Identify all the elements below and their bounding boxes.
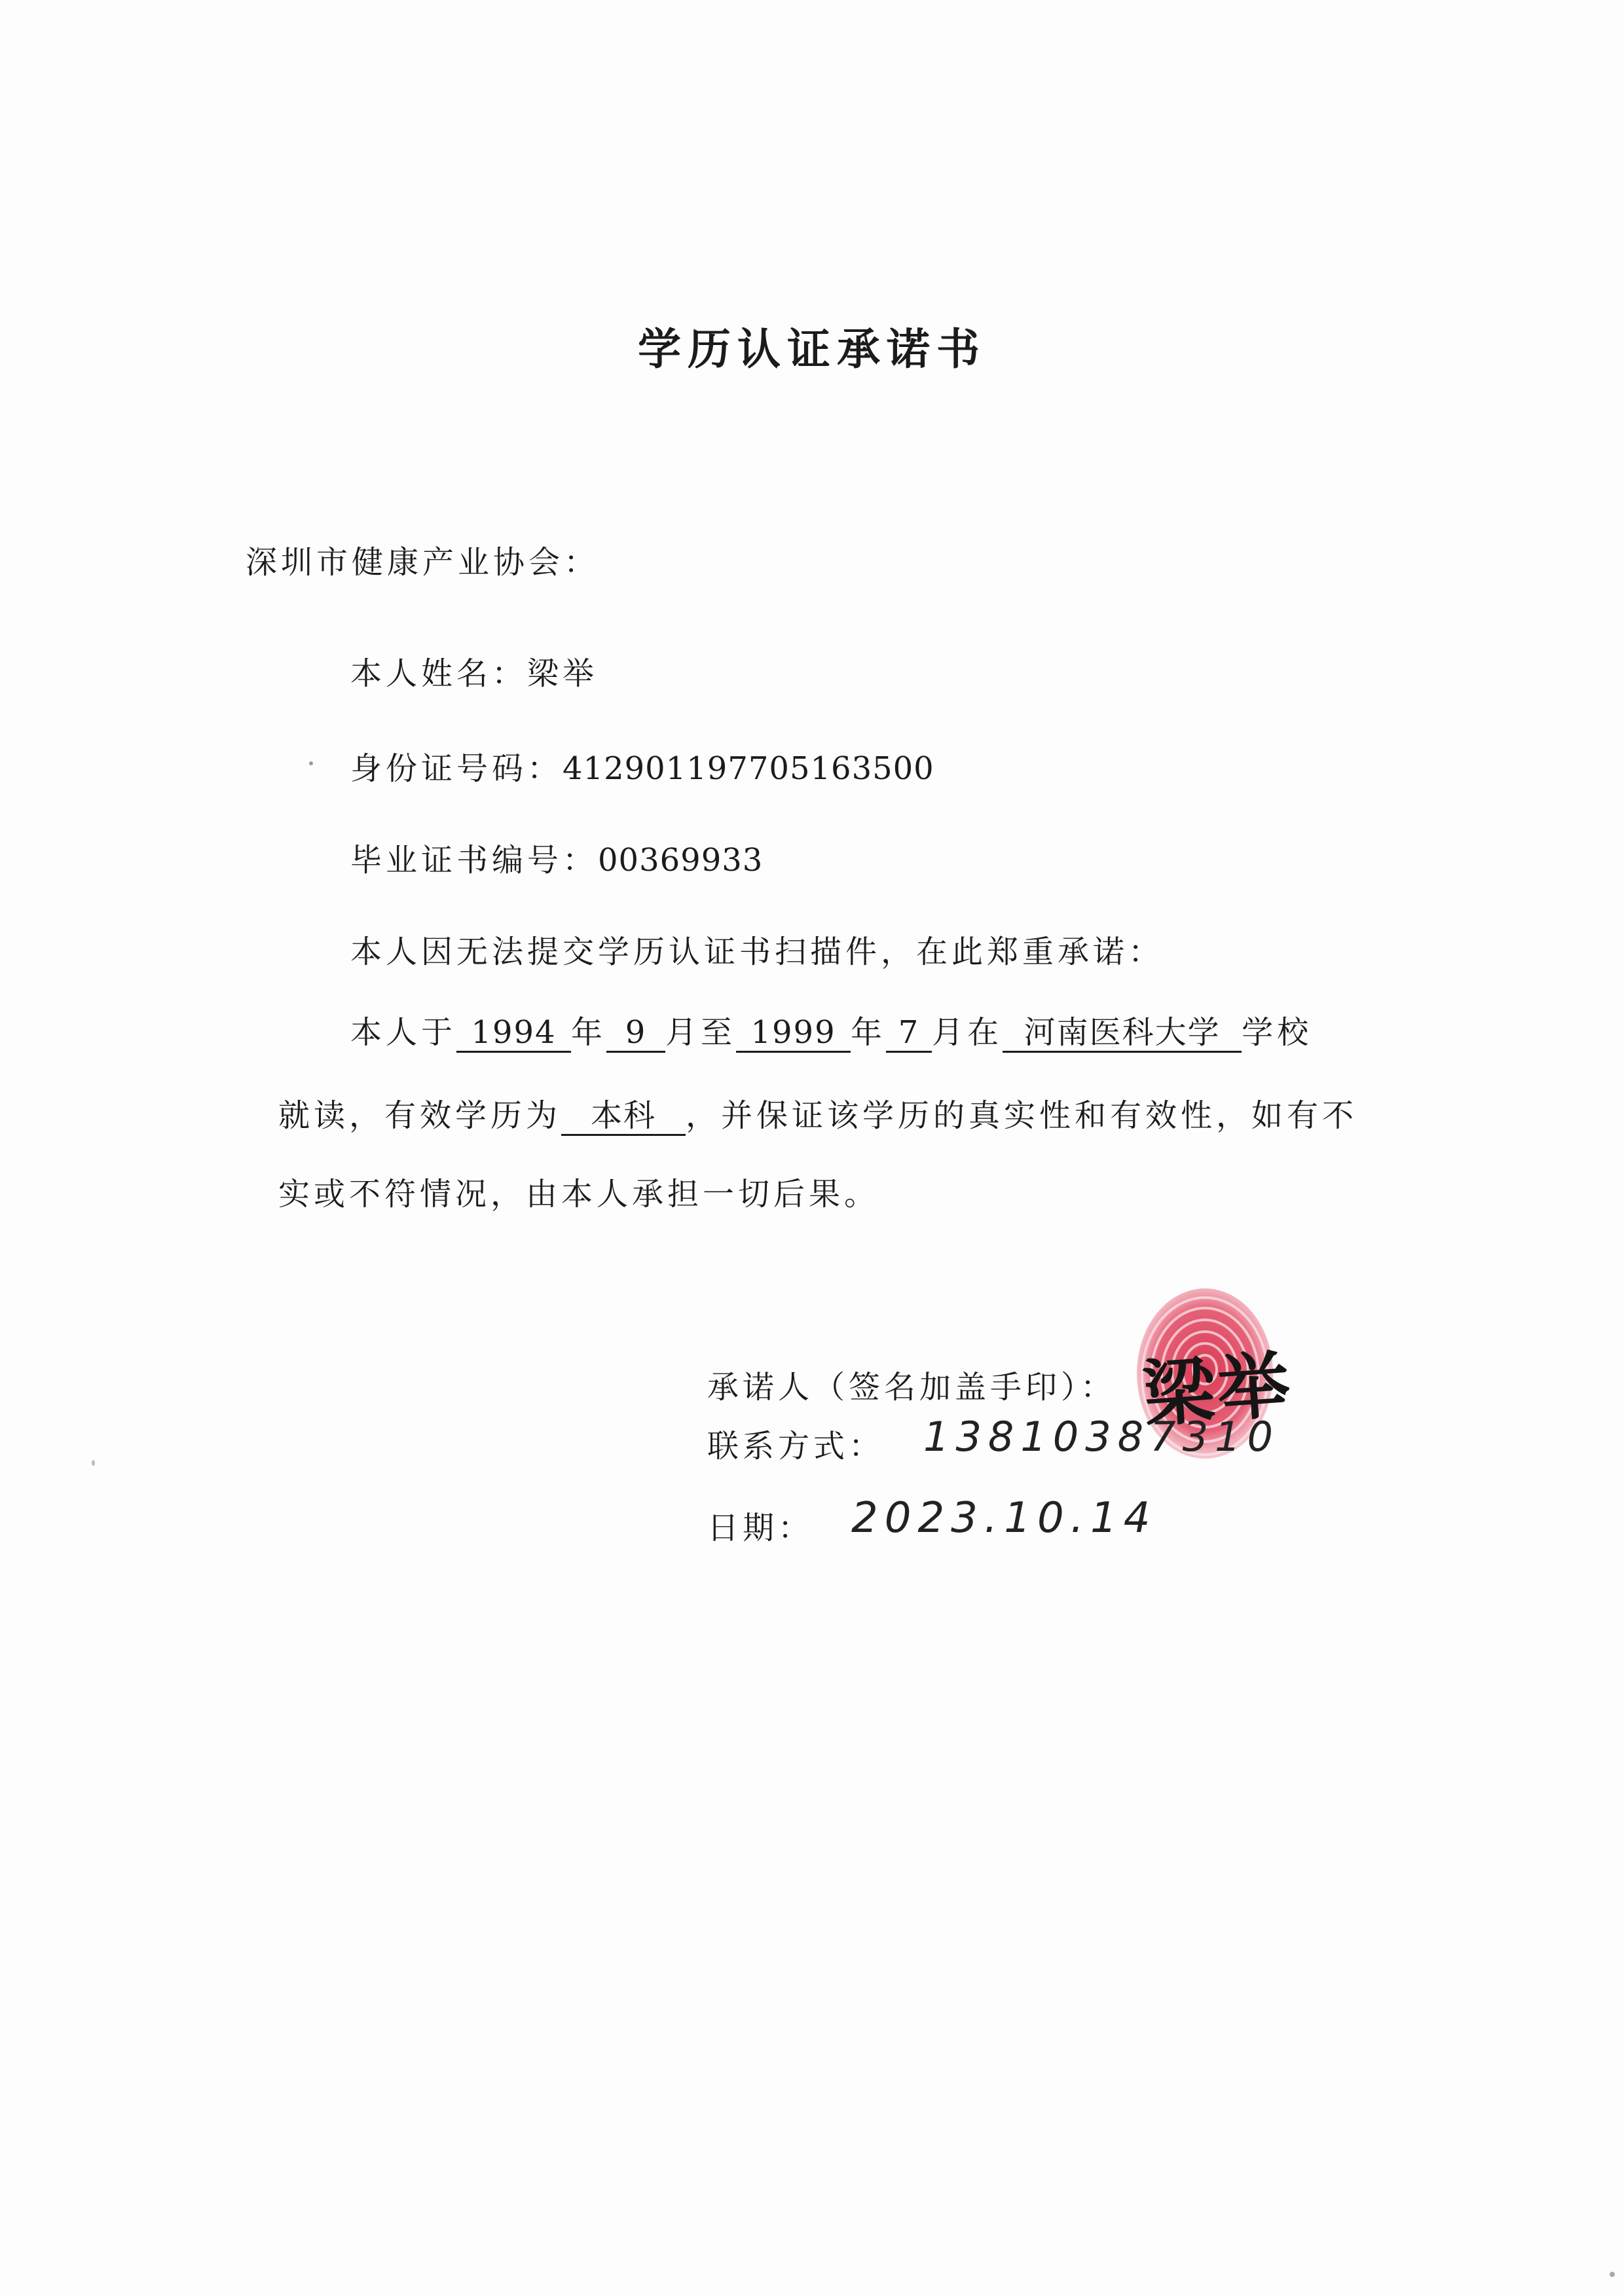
scan-speck [1610, 2272, 1615, 2277]
start-month-field: 9 [606, 1015, 665, 1053]
contact-value: 13810387310 [923, 1413, 1280, 1461]
name-row [350, 648, 598, 693]
end-month-field: 7 [886, 1015, 932, 1053]
cert-row [350, 835, 763, 880]
id-label: 身份证号码： [350, 750, 563, 787]
date-label: 日期： [707, 1510, 814, 1546]
clause-line2-prefix: 就读，有效学历为 [278, 1097, 562, 1134]
statement-intro: 本人因无法提交学历认证书扫描件，在此郑重承诺： [350, 934, 1164, 970]
year-word-1: 年 [571, 1014, 607, 1051]
name-value: 梁举 [527, 655, 599, 692]
cert-value: 00369933 [598, 842, 764, 879]
document-title: 学历认证承诺书 [638, 323, 986, 374]
clause-line2-suffix: ，并保证该学历的真实性和有效性，如有不 [686, 1097, 1358, 1134]
clause-line-3: 实或不符情况，由本人承担一切后果。 [278, 1176, 880, 1212]
contact-label: 联系方式： [707, 1428, 885, 1465]
school-suffix: 学校 [1242, 1014, 1313, 1051]
name-label: 本人姓名： [350, 655, 528, 692]
addressee: 深圳市健康产业协会： [246, 544, 600, 581]
scan-speck [92, 1460, 95, 1466]
month-at: 月在 [932, 1014, 1003, 1051]
start-year-field: 1994 [456, 1015, 571, 1053]
cert-label: 毕业证书编号： [350, 842, 599, 879]
signer-label: 承诺人（签名加盖手印）： [707, 1369, 1116, 1406]
end-year-field: 1999 [736, 1015, 851, 1053]
id-value: 412901197705163500 [563, 750, 934, 787]
signature: 梁举 [1140, 1342, 1295, 1437]
clause-line-1 [350, 1007, 1312, 1053]
id-row [350, 743, 934, 788]
date-value: 2023.10.14 [851, 1494, 1157, 1542]
clause-line-2 [278, 1090, 1357, 1136]
clause-prefix: 本人于 [350, 1014, 457, 1051]
month-to: 月至 [665, 1014, 737, 1051]
scan-speck [309, 761, 313, 765]
school-field: 河南医科大学 [1003, 1015, 1242, 1053]
degree-field: 本科 [561, 1098, 686, 1136]
year-word-2: 年 [851, 1014, 887, 1051]
